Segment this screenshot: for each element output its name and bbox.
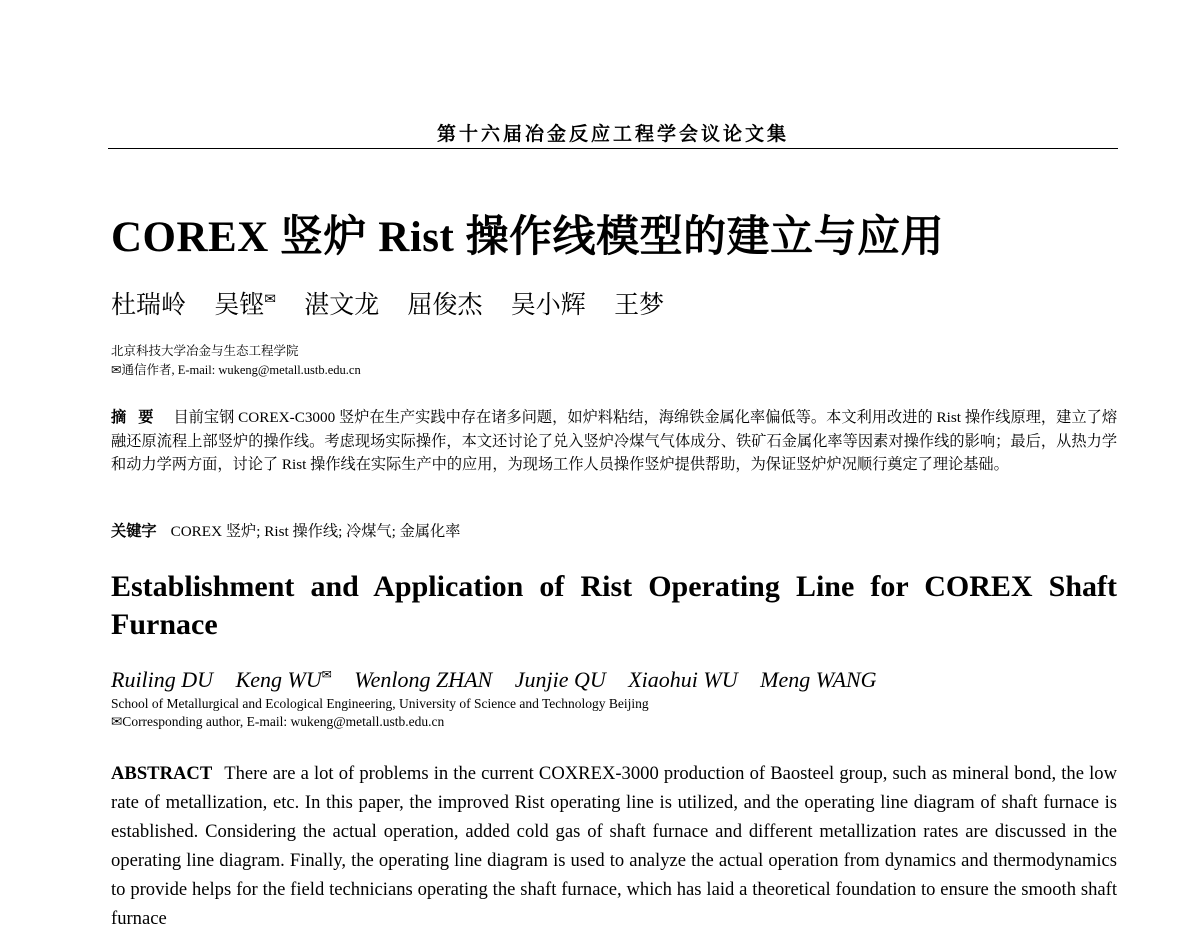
- english-affiliation: School of Metallurgical and Ecological Engineering, University of Science and Technology Beijing: [111, 696, 649, 711]
- author-zh-name: 吴铿: [214, 292, 265, 319]
- chinese-correspondence: ✉通信作者, E-mail: wukeng@metall.ustb.edu.cn: [111, 363, 361, 377]
- header-rule: [108, 148, 1118, 149]
- english-correspondence: ✉Corresponding author, E-mail: wukeng@metall.ustb.edu.cn: [111, 714, 445, 729]
- chinese-keywords-label: 关键字: [111, 523, 157, 540]
- author-en: Meng WANG: [760, 667, 877, 692]
- author-en: Wenlong ZHAN: [354, 667, 493, 692]
- chinese-abstract: [111, 406, 1117, 477]
- author-zh: 杜瑞岭: [111, 292, 187, 319]
- author-en: Xiaohui WU: [628, 667, 738, 692]
- author-zh: [214, 292, 276, 319]
- english-affiliation-block: [111, 695, 649, 731]
- english-title: Establishment and Application of Rist Operating Line for COREX Shaft Furnace: [111, 570, 1117, 641]
- running-header: 第十六届冶金反应工程学会议论文集: [436, 124, 789, 145]
- corresponding-mark-icon: ✉: [321, 667, 332, 682]
- chinese-authors: [111, 285, 686, 321]
- chinese-abstract-label: 摘要: [111, 409, 166, 426]
- author-zh: 王梦: [614, 292, 665, 319]
- corresponding-mark-icon: ✉: [264, 292, 277, 308]
- author-zh: 湛文龙: [304, 292, 380, 319]
- author-en: Ruiling DU: [111, 667, 214, 692]
- author-zh: 屈俊杰: [407, 292, 483, 319]
- english-abstract-label: ABSTRACT: [111, 763, 213, 784]
- author-zh: 吴小辉: [510, 292, 586, 319]
- english-authors: [111, 667, 894, 693]
- author-en: [236, 667, 332, 692]
- chinese-abstract-text: 目前宝钢 COREX-C3000 竖炉在生产实践中存在诸多问题，如炉料粘结，海绵铁金属化率偏低等。本文利用改进的 Rist 操作线原理，建立了熔融还原流程上部竖炉的操作线。考虑现场实际操作，本文还讨论了兑入竖炉冷煤气气体成分、铁矿石金属化率等因素对操作线的影响；最后，从热力学和动力学两方面，讨论了 Rist 操作线在实际生产中的应用，为现场工作人员操作竖炉提供帮助，为保证竖炉炉况顺行奠定了理论基础。: [111, 409, 1118, 473]
- chinese-affiliation: 北京科技大学冶金与生态工程学院: [111, 344, 299, 358]
- chinese-affiliation-block: [111, 342, 361, 380]
- author-en-name: Keng WU: [235, 667, 322, 692]
- english-abstract-text: There are a lot of problems in the current COXREX-3000 production of Baosteel group, such as mineral bond, the low rate of metallization, etc. In this paper, the improved Rist operating line is utilized, and the operating line diagram of shaft furnace is established. Considering the actual operation, added cold gas of shaft furnace and different metallization rates are discussed in the operating line diagram. Finally, the operating line diagram is used to analyze the actual operation from dynamics and thermodynamics to provide helps for the field technicians operating the shaft furnace, which has laid a theoretical foundation to ensure the smooth shaft furnace: [111, 763, 1117, 929]
- chinese-keywords-text: COREX 竖炉; Rist 操作线; 冷煤气; 金属化率: [170, 523, 461, 540]
- chinese-keywords: [111, 520, 460, 541]
- english-abstract: [111, 759, 1117, 933]
- author-en: Junjie QU: [514, 667, 606, 692]
- chinese-title: COREX 竖炉 Rist 操作线模型的建立与应用: [111, 214, 945, 261]
